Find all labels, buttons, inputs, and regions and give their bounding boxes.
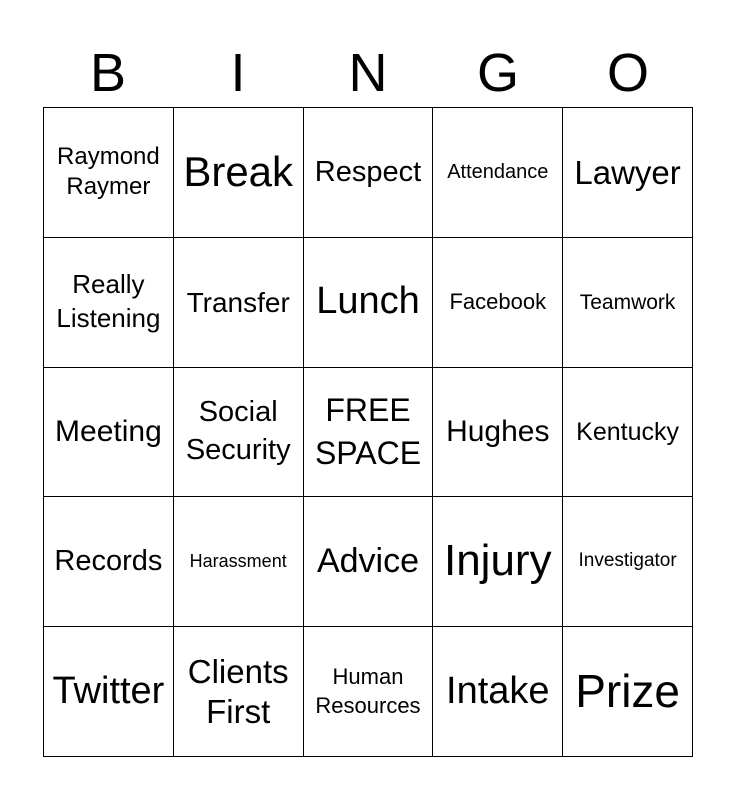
- cell-label: FREE SPACE: [314, 391, 422, 471]
- cell-label: Hughes: [446, 414, 550, 448]
- cell-label: Lawyer: [574, 153, 681, 191]
- bingo-cell-r3-c5[interactable]: [563, 368, 693, 498]
- cell-label: Advice: [316, 542, 420, 581]
- cell-label: Investigator: [578, 550, 677, 572]
- header-letter-b: B: [89, 43, 127, 103]
- bingo-cell-r2-c4[interactable]: [433, 238, 563, 368]
- cell-label: Facebook: [449, 288, 547, 314]
- header-letter-g: G: [476, 43, 519, 103]
- header-letter-n: N: [348, 43, 388, 103]
- bingo-cell-r4-c1[interactable]: [44, 497, 174, 627]
- header-letter-o: O: [606, 43, 649, 103]
- cell-label: Social Security: [185, 396, 291, 466]
- cell-label: Attendance: [447, 161, 549, 184]
- cell-label: Prize: [575, 665, 680, 717]
- bingo-cell-r2-c3[interactable]: [304, 238, 434, 368]
- cell-label: Twitter: [52, 669, 165, 712]
- free-space-cell[interactable]: [304, 368, 434, 498]
- bingo-cell-r1-c3[interactable]: [304, 108, 434, 238]
- bingo-header: [43, 40, 693, 106]
- cell-label: Harassment: [189, 551, 287, 572]
- cell-label: Meeting: [55, 414, 162, 448]
- cell-label: Records: [54, 544, 163, 577]
- bingo-cell-r3-c2[interactable]: [174, 368, 304, 498]
- cell-label: Respect: [314, 155, 422, 188]
- cell-label: Human Resources: [315, 664, 421, 718]
- cell-label: Really Listening: [56, 269, 161, 334]
- bingo-cell-r4-c3[interactable]: [304, 497, 434, 627]
- bingo-cell-r1-c2[interactable]: [174, 108, 304, 238]
- bingo-cell-r5-c5[interactable]: [563, 627, 693, 757]
- cell-label: Clients First: [187, 653, 289, 730]
- bingo-cell-r5-c4[interactable]: [433, 627, 563, 757]
- cell-label: Intake: [446, 669, 550, 712]
- header-letter-i: I: [230, 43, 246, 103]
- cell-label: Transfer: [186, 286, 290, 318]
- cell-label: Raymond Raymer: [57, 143, 160, 201]
- bingo-cell-r1-c5[interactable]: [563, 108, 693, 238]
- cell-label: Injury: [443, 536, 552, 586]
- bingo-cell-r2-c2[interactable]: [174, 238, 304, 368]
- cell-label: Break: [183, 148, 294, 196]
- bingo-board: [43, 107, 693, 757]
- bingo-cell-r5-c3[interactable]: [304, 627, 434, 757]
- cell-label: Lunch: [316, 280, 420, 323]
- cell-label: Teamwork: [579, 290, 676, 314]
- bingo-cell-r2-c5[interactable]: [563, 238, 693, 368]
- bingo-cell-r5-c2[interactable]: [174, 627, 304, 757]
- bingo-cell-r3-c4[interactable]: [433, 368, 563, 498]
- bingo-cell-r4-c4[interactable]: [433, 497, 563, 627]
- bingo-cell-r4-c2[interactable]: [174, 497, 304, 627]
- cell-label: Kentucky: [576, 417, 680, 446]
- bingo-cell-r1-c4[interactable]: [433, 108, 563, 238]
- bingo-cell-r5-c1[interactable]: [44, 627, 174, 757]
- bingo-cell-r1-c1[interactable]: [44, 108, 174, 238]
- bingo-cell-r3-c1[interactable]: [44, 368, 174, 498]
- bingo-cell-r2-c1[interactable]: [44, 238, 174, 368]
- bingo-cell-r4-c5[interactable]: [563, 497, 693, 627]
